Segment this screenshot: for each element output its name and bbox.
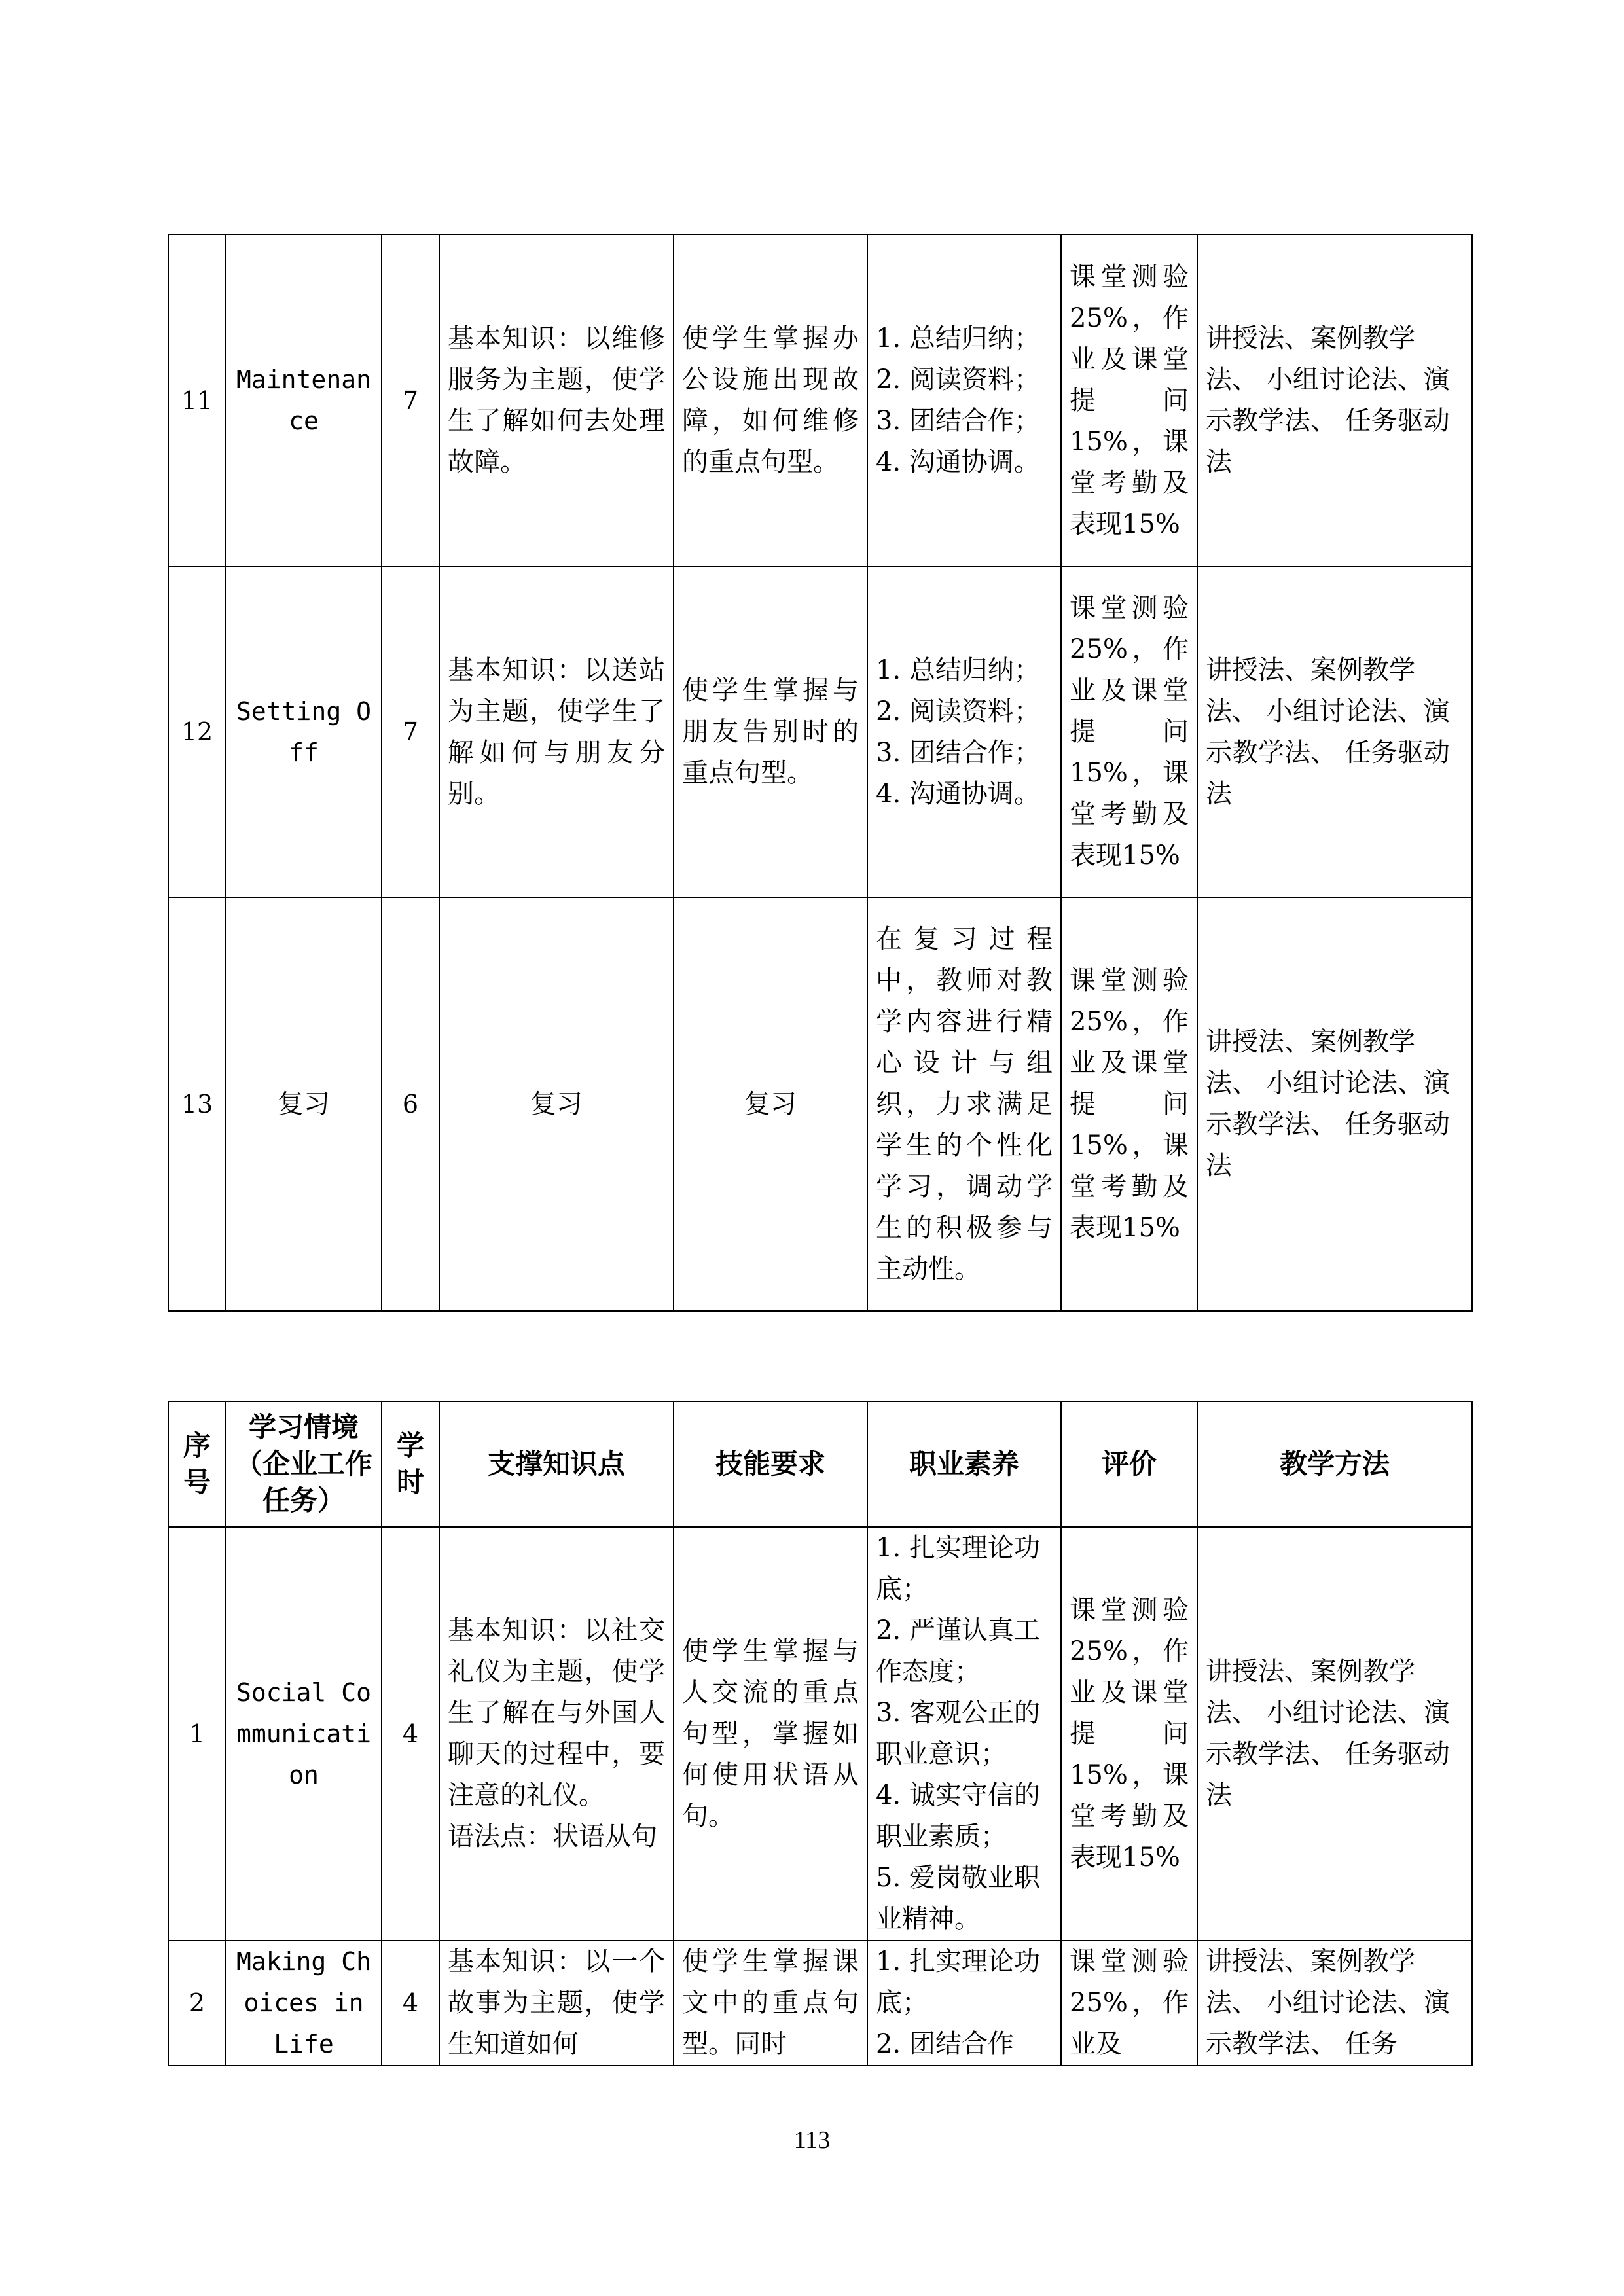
header-learning-situation: 学习情境（企业工作任务） [226, 1401, 382, 1527]
skill-requirements: 使学生掌握与朋友告别时的重点句型。 [674, 567, 867, 897]
row-number: 13 [168, 897, 226, 1311]
row-number: 1 [168, 1527, 226, 1941]
skill-requirements: 使学生掌握与人交流的重点句型，掌握如何使用状语从句。 [674, 1527, 867, 1941]
teaching-methods: 讲授法、案例教学法、 小组讨论法、演示教学法、 任务驱动法 [1197, 897, 1472, 1311]
knowledge-points: 复习 [439, 897, 674, 1311]
evaluation: 课堂测验25%，作业及课堂提问15%，课堂考勤及表现15% [1061, 567, 1197, 897]
course-table [168, 1401, 1473, 2066]
knowledge-points: 基本知识：以社交礼仪为主题，使学生了解在与外国人聊天的过程中，要注意的礼仪。 语法点：状语从句 [439, 1527, 674, 1941]
evaluation: 课堂测验25%，作业及 [1061, 1941, 1197, 2066]
teaching-methods: 讲授法、案例教学法、 小组讨论法、演示教学法、 任务驱动法 [1197, 234, 1472, 567]
professional-literacy: 1. 总结归纳； 2. 阅读资料； 3. 团结合作； 4. 沟通协调。 [867, 567, 1061, 897]
table-row [168, 1941, 1472, 2066]
skill-requirements: 使学生掌握办公设施出现故障，如何维修的重点句型。 [674, 234, 867, 567]
hours: 6 [382, 897, 439, 1311]
header-hours: 学时 [382, 1401, 439, 1527]
learning-situation: Setting Off [226, 567, 382, 897]
learning-situation: Social Communication [226, 1527, 382, 1941]
professional-literacy: 在复习过程中，教师对教学内容进行精心设计与组织，力求满足学生的个性化学习，调动学生的积极参与主动性。 [867, 897, 1061, 1311]
header-number: 序号 [168, 1401, 226, 1527]
header-teaching-methods: 教学方法 [1197, 1401, 1472, 1527]
table-row [168, 567, 1472, 897]
teaching-methods: 讲授法、案例教学法、 小组讨论法、演示教学法、 任务驱动法 [1197, 567, 1472, 897]
skill-requirements: 使学生掌握课文中的重点句型。同时 [674, 1941, 867, 2066]
hours: 7 [382, 567, 439, 897]
knowledge-points: 基本知识：以送站为主题，使学生了解如何与朋友分别。 [439, 567, 674, 897]
learning-situation: Making Choices in Life [226, 1941, 382, 2066]
header-professional-literacy: 职业素养 [867, 1401, 1061, 1527]
learning-situation: Maintenance [226, 234, 382, 567]
header-evaluation: 评价 [1061, 1401, 1197, 1527]
page-number: 113 [793, 2126, 831, 2154]
evaluation: 课堂测验25%，作业及课堂提问15%，课堂考勤及表现15% [1061, 897, 1197, 1311]
skill-requirements: 复习 [674, 897, 867, 1311]
table-header-row [168, 1401, 1472, 1527]
table-row [168, 1527, 1472, 1941]
row-number: 12 [168, 567, 226, 897]
table-row [168, 897, 1472, 1311]
evaluation: 课堂测验25%，作业及课堂提问15%，课堂考勤及表现15% [1061, 1527, 1197, 1941]
evaluation: 课堂测验25%，作业及课堂提问15%，课堂考勤及表现15% [1061, 234, 1197, 567]
professional-literacy: 1. 扎实理论功底； 2. 团结合作 [867, 1941, 1061, 2066]
teaching-methods: 讲授法、案例教学法、 小组讨论法、演示教学法、 任务 [1197, 1941, 1472, 2066]
teaching-methods: 讲授法、案例教学法、 小组讨论法、演示教学法、 任务驱动法 [1197, 1527, 1472, 1941]
header-knowledge-points: 支撑知识点 [439, 1401, 674, 1527]
course-table-continued [168, 234, 1473, 1312]
professional-literacy: 1. 扎实理论功底； 2. 严谨认真工作态度； 3. 客观公正的职业意识； 4. 诚实守信的职业素质； 5. 爱岗敬业职业精神。 [867, 1527, 1061, 1941]
knowledge-points: 基本知识：以维修服务为主题，使学生了解如何去处理故障。 [439, 234, 674, 567]
professional-literacy: 1. 总结归纳； 2. 阅读资料； 3. 团结合作； 4. 沟通协调。 [867, 234, 1061, 567]
knowledge-points: 基本知识：以一个故事为主题，使学生知道如何 [439, 1941, 674, 2066]
hours: 7 [382, 234, 439, 567]
hours: 4 [382, 1527, 439, 1941]
header-skill-requirements: 技能要求 [674, 1401, 867, 1527]
row-number: 11 [168, 234, 226, 567]
table-row [168, 234, 1472, 567]
hours: 4 [382, 1941, 439, 2066]
learning-situation: 复习 [226, 897, 382, 1311]
row-number: 2 [168, 1941, 226, 2066]
